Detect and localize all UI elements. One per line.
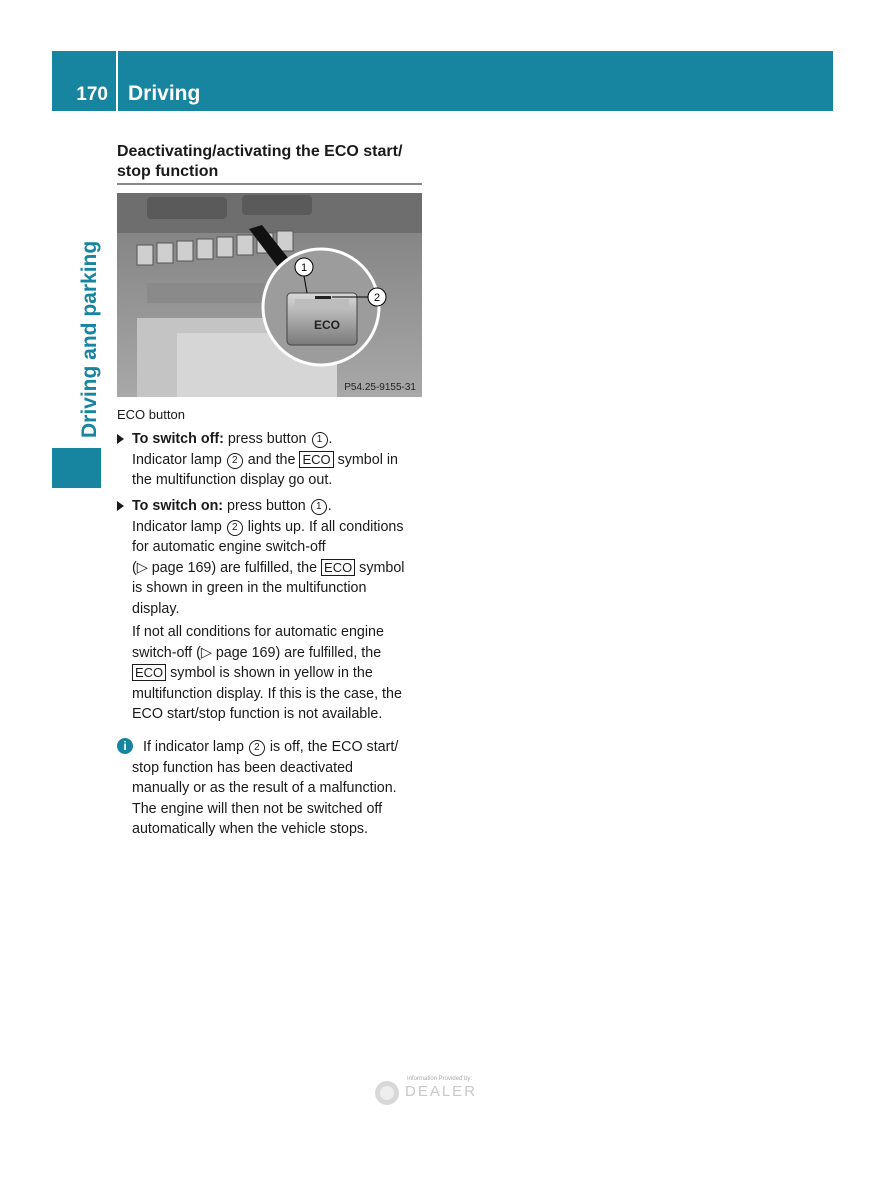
side-tab-marker bbox=[52, 448, 101, 488]
bullet-arrow-icon bbox=[117, 501, 124, 511]
info-text: If indicator lamp bbox=[143, 739, 248, 755]
info-text: is off, the ECO start/ bbox=[265, 739, 399, 755]
switch-on-text: lights up. If all conditions bbox=[243, 518, 404, 535]
page-number: 170 bbox=[76, 84, 108, 105]
callout-ref-1: 1 bbox=[311, 499, 327, 515]
switch-off-text: press button bbox=[223, 431, 311, 447]
paragraph-line: If not all conditions for automatic engine bbox=[132, 624, 384, 640]
eco-symbol: ECO bbox=[299, 451, 333, 468]
chapter-title: Driving bbox=[128, 82, 201, 105]
callout-ref-2: 2 bbox=[249, 740, 265, 756]
switch-on-text: Indicator lamp bbox=[132, 518, 226, 535]
heading-rule bbox=[117, 183, 422, 185]
switch-off-label: To switch off: bbox=[132, 431, 224, 447]
figure-caption: ECO button bbox=[117, 407, 185, 422]
info-text: The engine will then not be switched off bbox=[132, 800, 383, 817]
paragraph-line: switch-off (▷ page 169) are fulfilled, the bbox=[132, 644, 382, 661]
switch-off-step bbox=[117, 429, 427, 491]
dealer-logo bbox=[373, 1072, 503, 1108]
switch-off-text: the multifunction display go out. bbox=[132, 472, 333, 488]
info-text: manually or as the result of a malfunction. bbox=[132, 780, 397, 796]
watermark-line1: Information Provided by: bbox=[407, 1076, 473, 1082]
switch-on-label: To switch on: bbox=[132, 498, 224, 514]
switch-on-step bbox=[117, 496, 427, 619]
paragraph-line: symbol is shown in yellow in the bbox=[166, 665, 373, 681]
callout-ref-2: 2 bbox=[227, 520, 243, 536]
section-heading bbox=[117, 142, 427, 182]
eco-symbol: ECO bbox=[132, 664, 166, 681]
switch-on-text: press button bbox=[223, 498, 310, 514]
console-photo bbox=[117, 193, 422, 397]
info-text: stop function has been deactivated bbox=[132, 759, 353, 776]
callout-ref-2: 2 bbox=[227, 453, 243, 469]
figure-code: P54.25-9155-31 bbox=[344, 382, 416, 393]
info-icon: i bbox=[117, 738, 133, 754]
figure-eco-label: ECO bbox=[313, 318, 341, 332]
switch-off-text: Indicator lamp bbox=[132, 451, 226, 468]
paragraph-line: multifunction display. If this is the case, the bbox=[132, 685, 402, 702]
info-text: automatically when the vehicle stops. bbox=[132, 821, 369, 837]
switch-on-text: symbol bbox=[355, 559, 405, 576]
watermark-line2: DEALER bbox=[405, 1083, 478, 1100]
punct: . bbox=[328, 431, 333, 447]
eco-symbol: ECO bbox=[321, 559, 355, 576]
dealer-watermark bbox=[373, 1072, 503, 1108]
eco-button-figure bbox=[117, 193, 422, 397]
switch-on-text: (▷ page 169) are fulfilled, the bbox=[132, 559, 322, 576]
switch-on-text: display. bbox=[132, 600, 180, 617]
heading-line-2: stop function bbox=[117, 163, 219, 180]
paragraph-line: ECO start/stop function is not available. bbox=[132, 706, 383, 722]
heading-line-1: Deactivating/activating the ECO start/ bbox=[117, 143, 403, 160]
side-tab-label: Driving and parking bbox=[78, 240, 101, 438]
switch-off-text: symbol in bbox=[333, 451, 398, 468]
not-all-conditions-paragraph bbox=[132, 622, 427, 725]
switch-off-text: and the bbox=[243, 451, 300, 468]
info-note bbox=[117, 737, 427, 840]
header-separator bbox=[116, 51, 118, 111]
callout-1: 1 bbox=[300, 262, 308, 274]
callout-ref-1: 1 bbox=[312, 432, 328, 448]
switch-on-text: is shown in green in the multifunction bbox=[132, 580, 367, 596]
bullet-arrow-icon bbox=[117, 434, 124, 444]
callout-2: 2 bbox=[373, 292, 381, 304]
switch-on-text: for automatic engine switch-off bbox=[132, 539, 326, 555]
punct: . bbox=[327, 498, 332, 514]
